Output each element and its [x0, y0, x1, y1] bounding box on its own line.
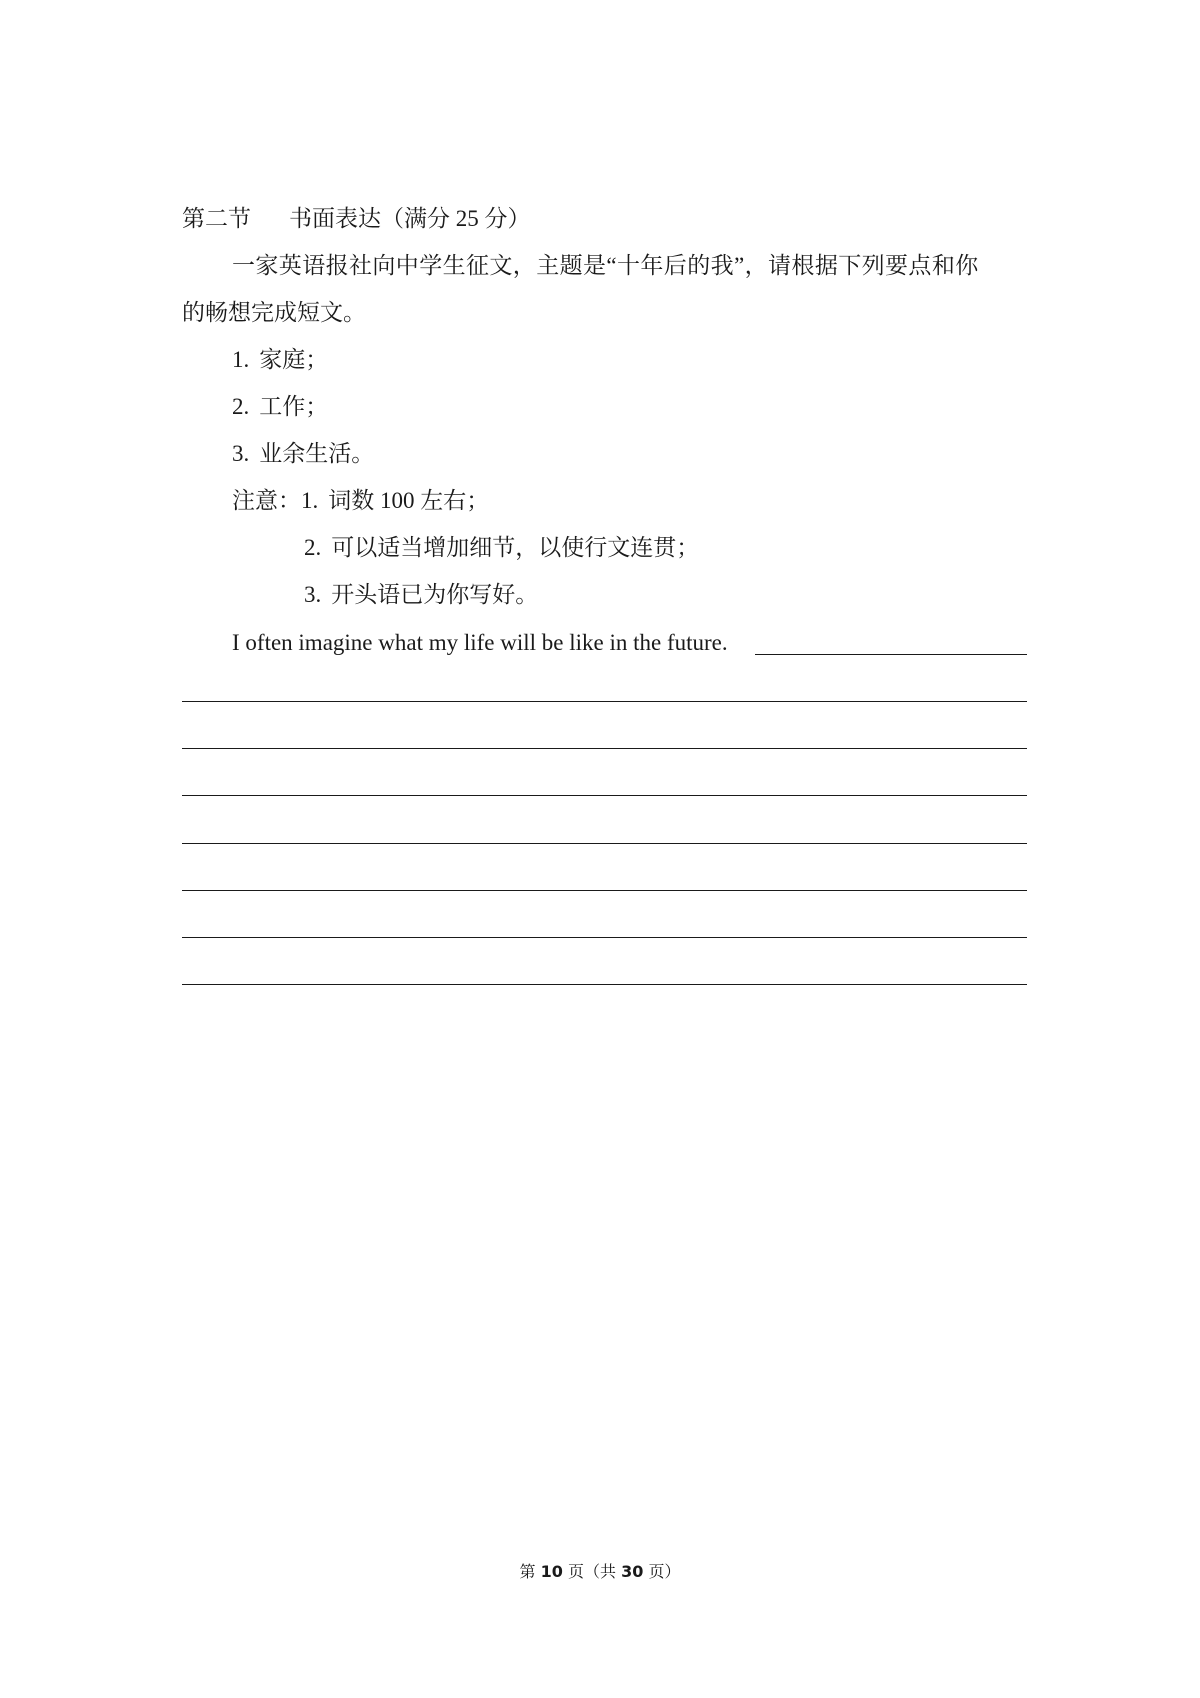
point-item: [232, 345, 328, 375]
answer-line[interactable]: [182, 937, 1027, 938]
note-item: [304, 533, 699, 563]
section-heading: [182, 204, 531, 234]
point-text: 家庭；: [259, 347, 329, 372]
point-number: 3.: [232, 441, 250, 466]
answer-line[interactable]: [182, 748, 1027, 749]
answer-line[interactable]: [182, 701, 1027, 702]
answer-line[interactable]: [182, 843, 1027, 844]
instruction-line-1: 一家英语报社向中学生征文，主题是“十年后的我”，请根据下列要点和你: [232, 253, 979, 278]
note-text: 词数 100 左右；: [328, 488, 490, 513]
answer-line[interactable]: [182, 890, 1027, 891]
answer-blank-inline[interactable]: [755, 654, 1027, 655]
section-label: 第二节: [182, 206, 251, 231]
point-number: 2.: [232, 394, 250, 419]
note-text: 可以适当增加细节，以使行文连贯；: [331, 535, 700, 560]
footer-prefix: 第: [519, 1562, 536, 1581]
answer-line[interactable]: [182, 795, 1027, 796]
point-text: 业余生活。: [259, 441, 375, 466]
footer-middle: 页（共: [567, 1562, 616, 1581]
page-footer: [0, 1561, 1200, 1583]
note-item: [232, 486, 489, 516]
point-text: 工作；: [259, 394, 329, 419]
note-text: 开头语已为你写好。: [331, 582, 539, 607]
note-item: [304, 580, 538, 610]
answer-line[interactable]: [182, 984, 1027, 985]
note-number: 3.: [304, 582, 322, 607]
note-number: 2.: [304, 535, 322, 560]
starter-sentence: I often imagine what my life will be like in the future.: [232, 630, 728, 655]
point-item: [232, 392, 328, 422]
section-title: 书面表达（满分 25 分）: [289, 206, 531, 231]
footer-total-pages: 30: [621, 1562, 644, 1581]
point-item: [232, 439, 374, 469]
point-number: 1.: [232, 347, 250, 372]
note-number: 1.: [301, 488, 319, 513]
instruction-line-2: 的畅想完成短文。: [182, 300, 366, 325]
note-label: 注意：: [232, 488, 301, 513]
footer-page-number: 10: [540, 1562, 563, 1581]
footer-suffix: 页）: [648, 1562, 681, 1581]
